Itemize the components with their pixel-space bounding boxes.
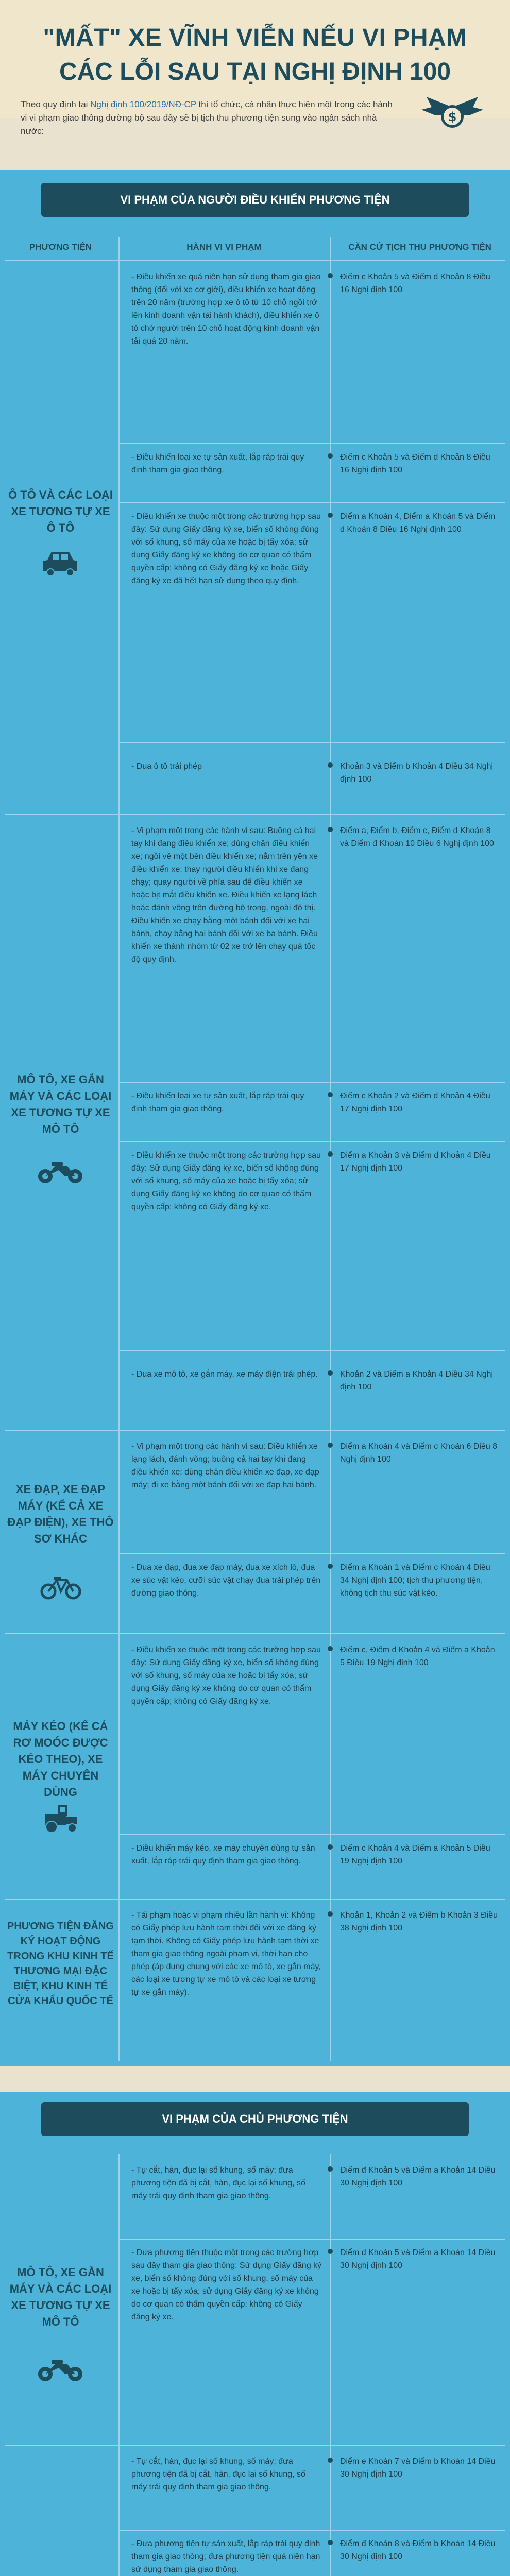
owner-moto-basis-2: Điểm d Khoản 5 và Điểm a Khoản 14 Điều 30 Nghị định 100 (340, 2248, 496, 2270)
money-wings-icon (421, 92, 483, 133)
section2-banner: VI PHẠM CỦA CHỦ PHƯƠNG TIỆN (41, 2102, 469, 2136)
col-header-violation: HÀNH VI VI PHẠM (186, 242, 262, 252)
col-divider-1 (118, 2154, 120, 2576)
motorbike-icon (36, 1157, 84, 1184)
row-divider (118, 1141, 505, 1142)
moto-basis-2: Điểm c Khoản 2 và Điểm d Khoản 4 Điều 17 Nghị định 100 (340, 1092, 490, 1113)
group-divider (5, 1633, 505, 1634)
col-header-basis: CĂN CỨ TỊCH THU PHƯƠNG TIỆN (348, 242, 491, 252)
row-divider (118, 1553, 505, 1554)
row-marker (328, 1646, 333, 1651)
moto-basis-4: Khoản 2 và Điểm a Khoản 4 Điều 34 Nghị định 100 (340, 1370, 494, 1392)
row-marker (328, 513, 333, 518)
group-divider (5, 814, 505, 815)
machine-basis-1: Điểm c, Điểm d Khoản 4 và Điểm a Khoản 5 Điều 19 Nghị định 100 (340, 1646, 495, 1667)
row-marker (328, 1911, 333, 1917)
row-divider (118, 1834, 505, 1835)
owner-moto-basis-1: Điểm đ Khoản 5 và Điểm a Khoản 14 Điều 30 Nghị định 100 (340, 2166, 496, 2188)
decree-link[interactable]: Nghị định 100/2019/NĐ-CP (90, 99, 196, 109)
temp-violation-1: - Tái phạm hoặc vi phạm nhiều lần hành vi: Không có Giấy phép lưu hành tạm thời đối với xe đăng ký tạm thời. Không có Giấy phép lưu hành tạm thời xe tham gia giao thông ngoài phạm vi, thời hạn cho phép (áp dụng chung với các xe mô tô, xe gắn máy, các loại xe tương tự xe mô tô và các loại xe tương tự xe gắn máy). (131, 1911, 321, 1997)
row-marker (328, 2540, 333, 2545)
temp-basis-1: Khoản 1, Khoản 2 và Điểm b Khoản 3 Điều 38 Nghị định 100 (340, 1911, 498, 1933)
moto-violation-2: - Điều khiển loại xe tự sản xuất, lắp ráp trái quy định tham gia giao thông. (131, 1092, 304, 1113)
intro-text (21, 98, 397, 138)
owner-car-violation-1: - Tự cắt, hàn, đục lại số khung, số máy; đưa phương tiện đã bị cắt, hàn, đục lại số khung, số máy trái quy định tham gia giao thông. (131, 2457, 305, 2492)
category-bicycle: XE ĐẠP, XE ĐẠP MÁY (KỂ CẢ XE ĐẠP ĐIỆN), XE THÔ SƠ KHÁC (7, 1483, 114, 1545)
car-basis-1: Điểm c Khoản 5 và Điểm d Khoản 8 Điều 16 Nghị định 100 (340, 273, 490, 294)
header-divider (5, 260, 505, 261)
category-car: Ô TÔ VÀ CÁC LOẠI XE TƯƠNG TỰ XE Ô TÔ (8, 488, 113, 534)
row-marker (328, 1564, 333, 1569)
machine-basis-2: Điểm c Khoản 4 và Điểm a Khoản 5 Điều 19 Nghị định 100 (340, 1844, 490, 1866)
car-icon (41, 549, 79, 578)
category-motorbike: MÔ TÔ, XE GẮN MÁY VÀ CÁC LOẠI XE TƯƠNG TỰ XE MÔ TÔ (9, 1073, 112, 1136)
category-motorbike-owner: MÔ TÔ, XE GẮN MÁY VÀ CÁC LOẠI XE TƯƠNG TỰ XE MÔ TÔ (9, 2266, 112, 2328)
group-divider (5, 1899, 505, 1900)
row-marker (328, 2458, 333, 2463)
row-divider (118, 2239, 505, 2240)
machine-violation-2: - Điều khiển máy kéo, xe máy chuyên dùng tự sản xuất, lắp ráp trái quy định tham gia giao thông. (131, 1844, 315, 1866)
bike-basis-2: Điểm a Khoản 1 và Điểm c Khoản 4 Điều 34 Nghị định 100; tịch thu phương tiện, không tịch thu súc vật kéo. (340, 1563, 490, 1598)
group-divider (5, 1430, 505, 1431)
row-marker (328, 453, 333, 459)
row-marker (328, 762, 333, 768)
group-divider (5, 2445, 505, 2446)
row-marker (328, 2249, 333, 2254)
row-divider (118, 2530, 505, 2531)
bike-violation-1: - Vi phạm một trong các hành vi sau: Điều khiển xe lạng lách, đánh võng; buông cả hai tay khi đang điều khiển xe; dùng chân điều khiển xe đạp, xe đạp máy; đi xe bằng một bánh đối với xe đạp hai bánh. (131, 1442, 319, 1489)
page-title-line2: CÁC LỖI SAU TẠI NGHỊ ĐỊNH 100 (59, 58, 451, 86)
row-marker (328, 1844, 333, 1850)
row-marker (328, 1151, 333, 1157)
col-divider-1 (118, 237, 120, 2061)
category-tractor: MÁY KÉO (KỂ CẢ RƠ MOÓC ĐƯỢC KÉO THEO), XE MÁY CHUYÊN DÙNG (13, 1720, 108, 1799)
moto-basis-1: Điểm a, Điểm b, Điểm c, Điểm d Khoản 8 và Điểm đ Khoản 10 Điều 6 Nghị định 100 (340, 826, 494, 848)
owner-car-basis-2: Điểm đ Khoản 8 và Điểm b Khoản 14 Điều 30 Nghị định 100 (340, 2539, 496, 2561)
car-basis-4: Khoản 3 và Điểm b Khoản 4 Điều 34 Nghị định 100 (340, 762, 494, 784)
col-divider-2 (330, 2154, 331, 2576)
car-violation-1: - Điều khiển xe quá niên hạn sử dụng tham gia giao thông (đối với xe cơ giới), điều khiển xe hoạt động trên 20 năm (trường hợp xe ô tô từ 10 chỗ ngồi trở lên kinh doanh vận tải hành khách), điều khiển xe ô tô chở người trên 10 chỗ hoạt động kinh doanh vận tải quá 20 năm. (131, 273, 321, 346)
owner-moto-violation-2: - Đưa phương tiện thuộc một trong các trường hợp sau đây tham gia giao thông: Sử dụng Giấy đăng ký xe, biển số không đúng với số khung, số máy của xe hoặc bị tẩy xóa; sử dụng Giấy đăng ký xe không do cơ quan có thẩm quyền cấp; không có Giấy đăng ký xe. (131, 2248, 322, 2321)
moto-violation-4: - Đua xe mô tô, xe gắn máy, xe máy điện trái phép. (131, 1370, 318, 1379)
moto-violation-3: - Điều khiển xe thuộc một trong các trường hợp sau đây: Sử dụng Giấy đăng ký xe, biển số không đúng với số khung, số máy của xe hoặc bị tẩy xóa; sử dụng Giấy đăng ký xe không do cơ quan có thẩm quyền cấp; không có Giấy đăng ký xe. (131, 1151, 321, 1211)
row-marker (328, 1092, 333, 1097)
col-header-vehicle: PHƯƠNG TIỆN (29, 242, 92, 252)
moto-basis-3: Điểm a Khoản 3 và Điểm d Khoản 4 Điều 17 Nghị định 100 (340, 1151, 491, 1173)
moto-violation-1: - Vi phạm một trong các hành vi sau: Buông cả hai tay khi đang điều khiển xe; dùng chân điều khiển xe; ngồi về một bên điều khiển xe; nằm trên yên xe điều khiển xe; thay người điều khiển khi xe đang chạy; quay người về phía sau để điều khiển xe hoặc bịt mắt điều khiển xe. Điều khiển xe lạng lách hoặc đánh võng trên đường bộ trong, ngoài đô thị. Điều khiển xe chạy bằng một bánh đối với xe hai bánh, chạy bằng hai bánh đối với xe ba bánh. Điều khiển xe thành nhóm từ 02 xe trở lên chạy quá tốc độ quy định. (131, 826, 318, 964)
bike-basis-1: Điểm a Khoản 4 và Điểm c Khoản 6 Điều 8 Nghị định 100 (340, 1442, 498, 1464)
col-divider-2 (330, 237, 331, 2061)
row-divider (118, 443, 505, 444)
row-marker (328, 827, 333, 832)
row-marker (328, 1443, 333, 1448)
car-violation-4: - Đua ô tô trái phép (131, 762, 202, 771)
car-violation-2: - Điều khiển loại xe tự sản xuất, lắp ráp trái quy định tham gia giao thông. (131, 453, 304, 474)
page-title-line1: "MẤT" XE VĨNH VIỄN NẾU VI PHẠM (43, 24, 467, 52)
machine-violation-1: - Điều khiển xe thuộc một trong các trường hợp sau đây: Sử dụng Giấy đăng ký xe, biển số không đúng với số khung, số máy của xe hoặc bị tẩy xóa; sử dụng Giấy đăng ký xe không do cơ quan có thẩm quyền cấp; không có Giấy đăng ký xe. (131, 1646, 321, 1706)
owner-moto-violation-1: - Tự cắt, hàn, đục lại số khung, số máy; đưa phương tiện đã bị cắt, hàn, đục lại số khung, số máy trái quy định tham gia giao thông. (131, 2166, 305, 2200)
row-divider (118, 502, 505, 503)
svg-text:$: $ (448, 110, 457, 124)
car-basis-2: Điểm c Khoản 5 và Điểm d Khoản 8 Điều 16 Nghị định 100 (340, 453, 490, 474)
row-marker (328, 1370, 333, 1376)
row-marker (328, 273, 333, 278)
row-divider (118, 1350, 505, 1351)
category-temporary-registration: PHƯƠNG TIỆN ĐĂNG KÝ HOẠT ĐỘNG TRONG KHU KINH TẾ THƯƠNG MẠI ĐẶC BIỆT, KHU KINH TẾ CỬA KHẨU QUỐC TẾ (7, 1921, 114, 2007)
car-basis-3: Điểm a Khoản 4, Điểm a Khoản 5 và Điểm d Khoản 8 Điều 16 Nghị định 100 (340, 512, 496, 534)
owner-car-violation-2: - Đưa phương tiện tự sản xuất, lắp ráp trái quy định tham gia giao thông; đưa phương tiện quá niên hạn sử dụng tham gia giao thông. (131, 2539, 320, 2574)
row-marker (328, 2166, 333, 2172)
owner-car-basis-1: Điểm e Khoản 7 và Điểm b Khoản 14 Điều 30 Nghị định 100 (340, 2457, 496, 2479)
intro-prefix: Theo quy định tại (21, 99, 91, 109)
bike-violation-2: - Đua xe đạp, đua xe đạp máy, đua xe xích lô, đua xe súc vật kéo, cưỡi súc vật chạy đua trái phép trên đường giao thông. (131, 1563, 321, 1598)
row-divider (118, 1082, 505, 1083)
car-violation-3: - Điều khiển xe thuộc một trong các trường hợp sau đây: Sử dụng Giấy đăng ký xe, biển số không đúng với số khung, số máy của xe hoặc bị tẩy xóa; sử dụng Giấy đăng ký xe không do cơ quan có thẩm quyền cấp; không có Giấy đăng ký xe hoặc Giấy đăng ký xe đã hết hạn sử dụng theo quy định. (131, 512, 321, 585)
tractor-icon (42, 1803, 79, 1834)
intro-suffix: thì tổ chức, cá nhân thực hiện một trong các hành vi vi phạm giao thông đường bộ sau đây sẽ bị tịch thu phương tiện sung vào ngân sách nhà nước: (21, 99, 393, 136)
section1-banner: VI PHẠM CỦA NGƯỜI ĐIỀU KHIỂN PHƯƠNG TIỆN (41, 183, 469, 217)
motorbike-icon (36, 2354, 84, 2382)
row-divider (118, 742, 505, 743)
bicycle-icon (40, 1574, 81, 1600)
